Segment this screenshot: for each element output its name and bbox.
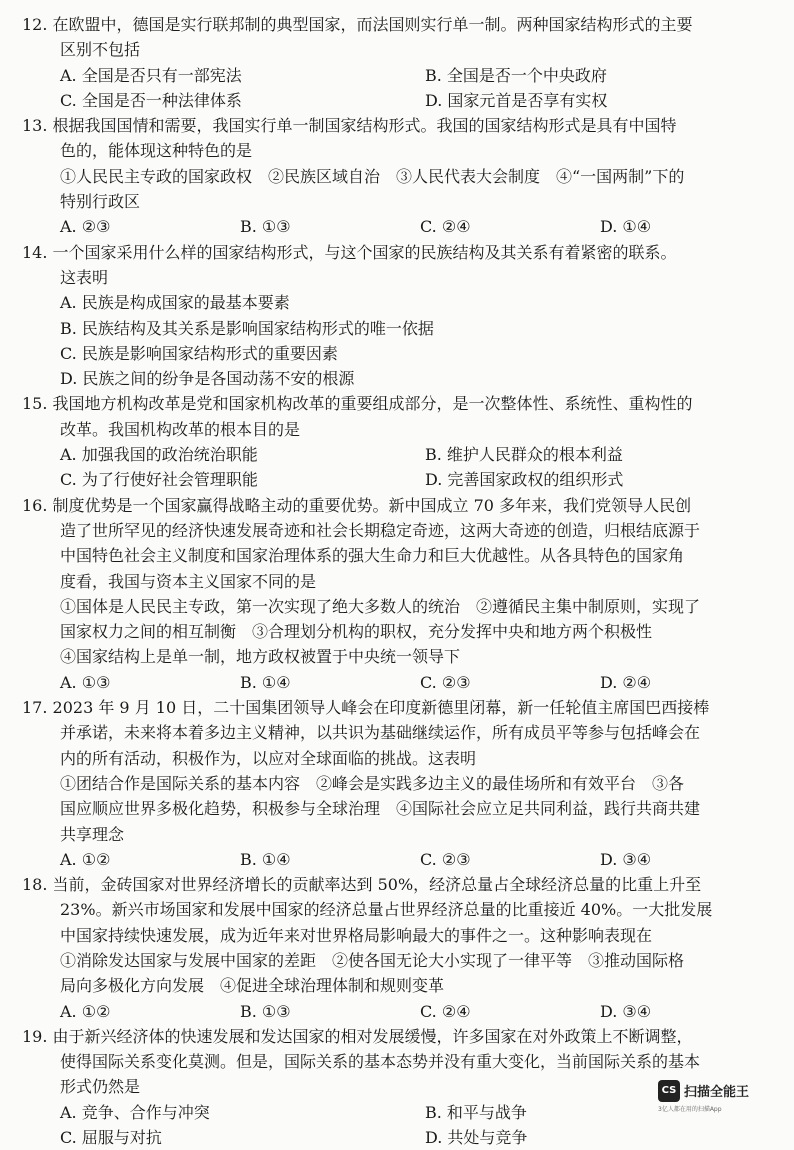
- question-text-line: 14. 一个国家采用什么样的国家结构形式，与这个国家的民族结构及其关系有着紧密的联系。: [22, 242, 677, 262]
- answer-option-a[interactable]: A. ①②: [60, 1001, 111, 1021]
- answer-option-a[interactable]: A. 全国是否只有一部宪法: [60, 65, 242, 85]
- question-text-line: 改革。我国机构改革的根本目的是: [60, 419, 301, 439]
- watermark-tagline: 3亿人都在用的扫描App: [658, 1106, 722, 1113]
- question-text-line: 国应顺应世界多极化趋势，积极参与全球治理 ④国际社会应立足共同利益，践行共商共建: [60, 799, 701, 819]
- question-text-line: 中国特色社会主义制度和国家治理体系的强大生命力和巨大优越性。从各具特色的国家角: [60, 546, 685, 566]
- answer-option-d[interactable]: D. 完善国家政权的组织形式: [425, 470, 624, 490]
- question-text-line: 国家权力之间的相互制衡 ③合理划分机构的职权，充分发挥中央和地方两个积极性: [60, 622, 653, 642]
- answer-option-b[interactable]: B. 民族结构及其关系是影响国家结构形式的唯一依据: [60, 318, 434, 338]
- question-text-line: 局向多极化方向发展 ④促进全球治理体制和规则变革: [60, 976, 445, 996]
- question-text-line: 度看，我国与资本主义国家不同的是: [60, 571, 317, 591]
- answer-option-a[interactable]: A. ②③: [60, 217, 111, 237]
- question-18: [22, 872, 782, 1024]
- question-text-line: 23%。新兴市场国家和发展中国家的经济总量占世界经济总量的比重接近 40%。一大批发展: [60, 900, 713, 920]
- answer-option-d[interactable]: D. ①④: [600, 217, 652, 237]
- answer-option-d[interactable]: D. 民族之间的纷争是各国动荡不安的根源: [60, 369, 355, 389]
- answer-options: [22, 214, 782, 239]
- question-14: [22, 240, 782, 392]
- question-text-line: 12. 在欧盟中，德国是实行联邦制的典型国家，而法国则实行单一制。两种国家结构形式的主要: [22, 15, 693, 34]
- answer-option-b[interactable]: B. 维护人民群众的根本利益: [425, 445, 623, 465]
- answer-option-b[interactable]: B. 和平与战争: [425, 1102, 527, 1122]
- question-text-line: 共享理念: [60, 824, 125, 844]
- camscanner-logo-icon: CS: [658, 1080, 680, 1102]
- answer-option-d[interactable]: D. ③④: [600, 849, 652, 869]
- answer-option-d[interactable]: D. ③④: [600, 1001, 652, 1021]
- question-text-line: ①消除发达国家与发展中国家的差距 ②使各国无论大小实现了一律平等 ③推动国际格: [60, 950, 685, 970]
- question-text-line: ①国体是人民民主专政，第一次实现了绝大多数人的统治 ②遵循民主集中制原则，实现了: [60, 596, 701, 616]
- answer-option-c[interactable]: C. ②③: [420, 849, 471, 869]
- scanner-watermark: [658, 1080, 776, 1113]
- question-text-line: 15. 我国地方机构改革是党和国家机构改革的重要组成部分，是一次整体性、系统性、重构性的: [22, 394, 693, 414]
- answer-option-d[interactable]: D. 国家元首是否享有实权: [425, 90, 608, 110]
- exam-page: [22, 12, 782, 1150]
- question-text-line: 19. 由于新兴经济体的快速发展和发达国家的相对发展缓慢，许多国家在对外政策上不断调整，: [22, 1026, 693, 1046]
- answer-option-d[interactable]: D. 共处与竞争: [425, 1128, 528, 1148]
- question-text-line: 色的，能体现这种特色的是: [60, 141, 253, 161]
- answer-option-a[interactable]: A. 加强我国的政治统治职能: [60, 445, 258, 465]
- answer-option-c[interactable]: C. 为了行使好社会管理职能: [60, 470, 258, 490]
- answer-options: [22, 442, 782, 493]
- question-text-line: 区别不包括: [60, 40, 141, 60]
- question-text-line: 形式仍然是: [60, 1077, 141, 1097]
- question-text-line: 特别行政区: [60, 192, 141, 212]
- answer-option-b[interactable]: B. 全国是否一个中央政府: [425, 65, 607, 85]
- answer-option-c[interactable]: C. 屈服与对抗: [60, 1128, 162, 1148]
- question-15: [22, 391, 782, 492]
- answer-option-a[interactable]: A. 竞争、合作与冲突: [60, 1102, 210, 1122]
- answer-option-c[interactable]: C. ②④: [420, 1001, 471, 1021]
- answer-option-a[interactable]: A. ①②: [60, 849, 111, 869]
- answer-option-b[interactable]: B. ①④: [240, 849, 291, 869]
- answer-option-b[interactable]: B. ①④: [240, 672, 291, 692]
- answer-option-a[interactable]: A. 民族是构成国家的最基本要素: [60, 293, 290, 313]
- question-13: [22, 113, 782, 239]
- answer-options: [22, 847, 782, 872]
- question-12: [22, 12, 782, 113]
- question-text-line: 造了世所罕见的经济快速发展奇迹和社会长期稳定奇迹，这两大奇迹的创造，归根结底源于: [60, 520, 701, 540]
- question-16: [22, 493, 782, 695]
- answer-options: [22, 999, 782, 1024]
- question-text-line: 中国家持续快速发展，成为近年来对世界格局影响最大的事件之一。这种影响表现在: [60, 925, 653, 945]
- answer-options: [22, 670, 782, 695]
- answer-option-d[interactable]: D. ②④: [600, 672, 652, 692]
- question-text-line: ④国家结构上是单一制，地方政权被置于中央统一领导下: [60, 647, 461, 667]
- question-text-line: 使得国际关系变化莫测。但是，国际关系的基本态势并没有重大变化，当前国际关系的基本: [60, 1052, 701, 1072]
- answer-option-c[interactable]: C. ②③: [420, 672, 471, 692]
- question-text-line: 并承诺，未来将本着多边主义精神，以共识为基础继续运作，所有成员平等参与包括峰会在: [60, 723, 701, 743]
- watermark-name: 扫描全能王: [684, 1085, 750, 1100]
- answer-option-c[interactable]: C. ②④: [420, 217, 471, 237]
- question-text-line: 18. 当前，金砖国家对世界经济增长的贡献率达到 50%，经济总量占全球经济总量的比重上升至: [22, 875, 702, 895]
- answer-option-b[interactable]: B. ①③: [240, 217, 291, 237]
- question-text-line: ①团结合作是国际关系的基本内容 ②峰会是实践多边主义的最佳场所和有效平台 ③各: [60, 773, 685, 793]
- question-text-line: 13. 根据我国国情和需要，我国实行单一制国家结构形式。我国的国家结构形式是具有中国特: [22, 116, 677, 136]
- question-text-line: 内的所有活动，积极作为，以应对全球面临的挑战。这表明: [60, 748, 477, 768]
- question-text-line: 16. 制度优势是一个国家赢得战略主动的重要优势。新中国成立 70 多年来，我们党领导人民创: [22, 495, 692, 515]
- question-text-line: ①人民民主专政的国家政权 ②民族区域自治 ③人民代表大会制度 ④“一国两制”下的: [60, 166, 685, 186]
- question-text-line: 这表明: [60, 267, 109, 287]
- question-text-line: 17. 2023 年 9 月 10 日，二十国集团领导人峰会在印度新德里闭幕，新一任轮值主席国巴西接棒: [22, 698, 710, 718]
- answer-option-c[interactable]: C. 全国是否一种法律体系: [60, 90, 242, 110]
- answer-option-b[interactable]: B. ①③: [240, 1001, 291, 1021]
- answer-option-a[interactable]: A. ①③: [60, 672, 111, 692]
- answer-option-c[interactable]: C. 民族是影响国家结构形式的重要因素: [60, 343, 338, 363]
- answer-options: [22, 63, 782, 114]
- answer-options: [22, 290, 782, 391]
- question-17: [22, 695, 782, 872]
